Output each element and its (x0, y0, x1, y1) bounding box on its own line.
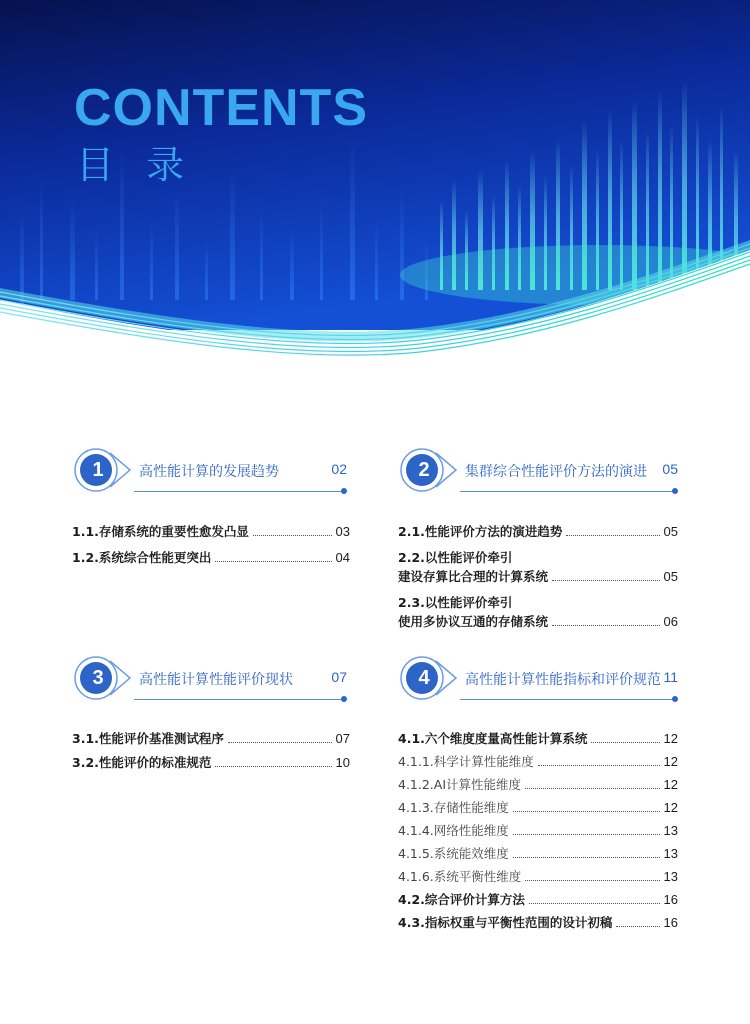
toc-entry[interactable] (72, 731, 350, 747)
toc-entry[interactable] (398, 569, 678, 585)
section-title: 集群综合性能评价方法的演进 (465, 464, 647, 480)
dot-leader (525, 788, 660, 789)
section-number-badge (72, 448, 134, 492)
toc-entry-label: 4.1.6.系统平衡性维度 (398, 869, 522, 884)
toc-entry-label: 4.1.3.存储性能维度 (398, 800, 509, 815)
dot-leader (215, 766, 331, 767)
section-number-badge (398, 656, 460, 700)
section-4-entries (398, 731, 678, 931)
toc-entry-label: 4.1.5.系统能效维度 (398, 846, 509, 861)
toc-entry-label: 4.1.2.AI计算性能维度 (398, 777, 522, 792)
toc-entry[interactable] (398, 915, 678, 931)
toc-entry[interactable] (398, 614, 678, 630)
title-contents: CONTENTS (74, 79, 368, 137)
toc-entry-prefix: 2.3.以性能评价牵引 (398, 595, 513, 610)
dot-leader (253, 535, 332, 536)
toc-entry-page: 13 (663, 869, 678, 884)
toc-entry-label: 4.3.指标权重与平衡性范围的设计初稿 (398, 915, 613, 930)
toc-entry-label: 4.1.六个维度度量高性能计算系统 (398, 731, 588, 746)
toc-entry-label: 4.1.4.网络性能维度 (398, 823, 509, 838)
section-2-entries (398, 524, 678, 630)
toc-entry-label: 3.2.性能评价的标准规范 (72, 755, 212, 770)
dot-leader (591, 742, 659, 743)
dot-leader (552, 580, 660, 581)
section-number: 2 (418, 459, 430, 481)
toc-entry-page: 12 (663, 754, 678, 769)
toc-entry[interactable] (72, 524, 350, 540)
dot-leader (513, 834, 660, 835)
toc-entry[interactable] (398, 524, 678, 540)
toc-entry[interactable] (72, 550, 350, 566)
toc-entry[interactable] (398, 800, 678, 816)
underline-dot (341, 488, 347, 494)
toc-entry-page: 05 (663, 569, 678, 584)
dot-leader (215, 561, 331, 562)
toc-entry[interactable] (398, 846, 678, 862)
toc-entry-page: 12 (663, 777, 678, 792)
section-page: 11 (663, 669, 678, 685)
toc-entry-label: 2.1.性能评价方法的演进趋势 (398, 524, 563, 539)
title-mulu: 目 录 (76, 143, 195, 187)
toc-entry-label: 3.1.性能评价基准测试程序 (72, 731, 224, 746)
toc-entry-label: 1.2.系统综合性能更突出 (72, 550, 212, 565)
section-number-badge (398, 448, 460, 492)
toc-entry[interactable] (398, 892, 678, 908)
toc-entry-page: 13 (663, 823, 678, 838)
toc-entry[interactable] (398, 731, 678, 747)
dot-leader (566, 535, 659, 536)
section-4-heading[interactable] (398, 656, 678, 704)
toc-entry-page: 16 (663, 915, 678, 930)
toc-entry-page: 05 (663, 524, 678, 539)
dot-leader (228, 742, 332, 743)
section-2-heading[interactable] (398, 448, 678, 496)
dot-leader (538, 765, 660, 766)
dot-leader (513, 857, 660, 858)
toc-entry-label: 建设存算比合理的计算系统 (398, 569, 549, 584)
toc-entry[interactable] (398, 823, 678, 839)
underline-dot (672, 488, 678, 494)
toc-entry-page: 16 (663, 892, 678, 907)
toc-entry-label: 使用多协议互通的存储系统 (398, 614, 549, 629)
toc-entry-page: 12 (663, 731, 678, 746)
toc-entry-page: 03 (335, 524, 350, 539)
toc-entry[interactable] (398, 777, 678, 793)
section-underline (134, 491, 345, 492)
section-title: 高性能计算性能评价现状 (139, 672, 293, 688)
section-title: 高性能计算性能指标和评价规范 (465, 672, 661, 688)
dot-leader (616, 926, 659, 927)
toc-entry-page: 13 (663, 846, 678, 861)
section-number: 1 (92, 459, 104, 481)
toc-entry[interactable] (398, 754, 678, 770)
section-1-entries (72, 524, 350, 566)
underline-dot (341, 696, 347, 702)
section-number-badge (72, 656, 134, 700)
toc-entry-page: 10 (335, 755, 350, 770)
section-page: 05 (662, 461, 678, 477)
toc-entry[interactable] (398, 869, 678, 885)
toc-entry-page: 12 (663, 800, 678, 815)
section-title: 高性能计算的发展趋势 (139, 464, 279, 480)
toc-entry[interactable] (72, 755, 350, 771)
dot-leader (525, 880, 659, 881)
section-3-heading[interactable] (72, 656, 347, 704)
section-1-heading[interactable] (72, 448, 347, 496)
section-underline (460, 491, 676, 492)
dot-leader (552, 625, 660, 626)
section-number: 3 (92, 667, 104, 689)
section-page: 07 (331, 669, 347, 685)
toc-entry-label: 1.1.存储系统的重要性愈发凸显 (72, 524, 249, 539)
toc-entry-label: 4.1.1.科学计算性能维度 (398, 754, 534, 769)
section-page: 02 (331, 461, 347, 477)
toc-entry-prefix: 2.2.以性能评价牵引 (398, 550, 513, 565)
section-underline (460, 699, 676, 700)
section-3-entries (72, 731, 350, 771)
section-number: 4 (418, 667, 430, 689)
toc-entry-page: 04 (335, 550, 350, 565)
dot-leader (529, 903, 660, 904)
dot-leader (513, 811, 660, 812)
section-underline (134, 699, 345, 700)
toc-entry-page: 07 (335, 731, 350, 746)
toc-entry-label: 4.2.综合评价计算方法 (398, 892, 525, 907)
underline-dot (672, 696, 678, 702)
toc-entry-page: 06 (663, 614, 678, 629)
